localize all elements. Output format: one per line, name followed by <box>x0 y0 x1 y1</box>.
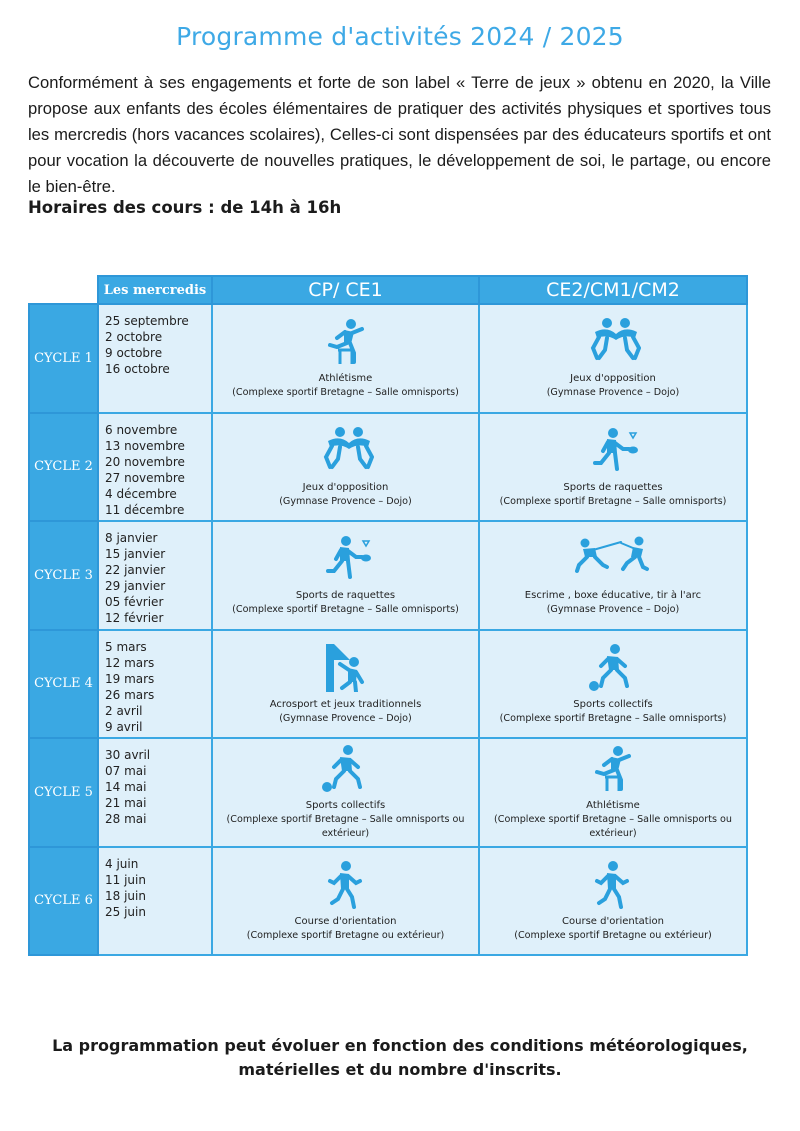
date-item: 19 mars <box>105 671 155 686</box>
football-icon <box>585 642 641 692</box>
date-item: 16 octobre <box>105 362 170 376</box>
activity-cell <box>479 304 747 413</box>
table-row <box>29 413 747 522</box>
activity-place: (Complexe sportif Bretagne – Salle omnisports ou extérieur) <box>226 814 465 840</box>
date-item: 05 février <box>105 595 164 609</box>
activity-name: Course d'orientation <box>294 915 397 927</box>
table-row <box>29 847 747 956</box>
table-row <box>29 521 747 630</box>
date-item: 14 mai <box>105 780 147 794</box>
climbing-icon <box>324 642 368 692</box>
activity-cell <box>212 304 479 413</box>
footer-line-2: matérielles et du nombre d'inscrits. <box>238 1060 562 1079</box>
cycle-label: CYCLE 6 <box>29 847 98 956</box>
date-item: 15 janvier <box>105 547 166 561</box>
date-item: 30 avril <box>105 748 151 762</box>
intro-paragraph: Conformément à ses engagements et forte de son label « Terre de jeux » obtenu en 2020, la Ville propose aux enfants des écoles élémentaires de pratiquer des activités physiques et sportives tous les mercredis (hors vacances scolaires), Celles-ci sont dispensées par des éducateurs sportifs et ont pour vocation la découverte de nouvelles pratiques, le développement de soi, le partage, ou encore le bien-être. <box>28 73 771 196</box>
badminton-icon <box>318 533 374 583</box>
activity-place: (Gymnase Provence – Dojo) <box>279 495 412 507</box>
date-item: 26 mars <box>105 687 155 702</box>
runner-icon <box>318 859 374 909</box>
date-item: 07 mai <box>105 764 147 778</box>
activity-cell <box>479 413 747 522</box>
activity-cell <box>212 847 479 956</box>
date-item: 2 avril <box>105 703 143 718</box>
header-dates: Les mercredis <box>98 276 212 304</box>
table-row <box>29 630 747 739</box>
footer-line-1: La programmation peut évoluer en fonction des conditions météorologiques, <box>52 1036 748 1055</box>
date-item: 4 juin <box>105 856 139 871</box>
date-item: 18 juin <box>105 888 146 903</box>
activity-name: Jeux d'opposition <box>302 481 389 493</box>
wrestling-icon <box>585 316 641 366</box>
date-item: 13 novembre <box>105 438 185 453</box>
date-item: 11 décembre <box>105 502 185 517</box>
activity-cell <box>212 630 479 739</box>
footer-note <box>0 1034 800 1082</box>
table-row <box>29 738 747 847</box>
fencing-icon <box>575 533 651 583</box>
date-item: 11 juin <box>105 872 146 887</box>
hurdle-runner-icon <box>585 743 641 793</box>
cycle-dates <box>98 413 212 522</box>
cycle-dates <box>98 847 212 956</box>
activity-name: Acrosport et jeux traditionnels <box>269 698 422 710</box>
header-group-cp-ce1: CP/ CE1 <box>212 276 479 304</box>
activity-place: (Gymnase Provence – Dojo) <box>546 604 680 616</box>
table-corner <box>29 276 98 304</box>
date-item: 6 novembre <box>105 422 178 437</box>
cycle-label: CYCLE 3 <box>29 521 98 630</box>
activity-place: (Complexe sportif Bretagne – Salle omnisports ou extérieur) <box>494 814 732 840</box>
hours-line: Horaires des cours : de 14h à 16h <box>28 198 342 217</box>
activity-name: Sports de raquettes <box>563 481 663 493</box>
date-item: 5 mars <box>105 639 147 654</box>
date-item: 2 octobre <box>105 330 163 344</box>
date-item: 29 janvier <box>105 579 166 593</box>
activity-place: (Gymnase Provence – Dojo) <box>546 387 680 399</box>
activity-place: (Complexe sportif Bretagne – Salle omnisports) <box>232 387 459 399</box>
date-item: 12 mars <box>105 655 155 670</box>
wrestling-icon <box>318 425 374 475</box>
activity-place: (Complexe sportif Bretagne ou extérieur) <box>514 929 712 941</box>
activity-name: Sports de raquettes <box>295 590 396 602</box>
date-item: 25 septembre <box>105 314 189 328</box>
date-item: 9 avril <box>105 719 143 734</box>
table-row <box>29 304 747 413</box>
activity-place: (Gymnase Provence – Dojo) <box>279 712 412 724</box>
cycle-rows <box>29 304 747 955</box>
date-item: 4 décembre <box>105 486 177 501</box>
page-title: Programme d'activités 2024 / 2025 <box>176 22 624 51</box>
date-item: 12 février <box>105 611 164 625</box>
date-item: 21 mai <box>105 796 147 810</box>
activity-name: Athlétisme <box>318 373 373 385</box>
activity-cell <box>479 521 747 630</box>
cycle-label: CYCLE 4 <box>29 630 98 739</box>
cycle-dates <box>98 630 212 739</box>
date-item: 8 janvier <box>105 531 158 545</box>
activity-name: Escrime , boxe éducative, tir à l'arc <box>524 590 702 602</box>
activity-cell <box>479 847 747 956</box>
date-item: 25 juin <box>105 904 146 919</box>
activity-cell <box>479 630 747 739</box>
cycle-dates <box>98 521 212 630</box>
activity-name: Sports collectifs <box>573 698 653 710</box>
date-item: 27 novembre <box>105 470 185 485</box>
cycle-label: CYCLE 5 <box>29 738 98 847</box>
date-item: 9 octobre <box>105 346 163 360</box>
activity-place: (Complexe sportif Bretagne – Salle omnisports) <box>499 712 727 724</box>
activity-place: (Complexe sportif Bretagne ou extérieur) <box>246 929 445 941</box>
activity-name: Course d'orientation <box>562 915 664 927</box>
cycle-label: CYCLE 2 <box>29 413 98 522</box>
activity-cell <box>479 738 747 847</box>
table-header-row <box>29 276 747 304</box>
activity-name: Athlétisme <box>586 800 640 812</box>
date-item: 22 janvier <box>105 563 166 577</box>
activity-name: Sports collectifs <box>305 800 386 812</box>
activity-place: (Complexe sportif Bretagne – Salle omnisports) <box>232 604 459 616</box>
runner-icon <box>585 859 641 909</box>
date-item: 20 novembre <box>105 454 185 469</box>
activities-table <box>28 275 748 956</box>
cycle-dates <box>98 738 212 847</box>
cycle-dates <box>98 304 212 413</box>
activity-cell <box>212 738 479 847</box>
cycle-label: CYCLE 1 <box>29 304 98 413</box>
badminton-icon <box>585 425 641 475</box>
hurdle-runner-icon <box>318 316 374 366</box>
activity-name: Jeux d'opposition <box>570 373 656 385</box>
date-item: 28 mai <box>105 812 147 826</box>
header-group-ce2-cm1-cm2: CE2/CM1/CM2 <box>479 276 747 304</box>
activity-place: (Complexe sportif Bretagne – Salle omnisports) <box>499 495 727 507</box>
activity-cell <box>212 413 479 522</box>
football-icon <box>318 743 374 793</box>
activity-cell <box>212 521 479 630</box>
